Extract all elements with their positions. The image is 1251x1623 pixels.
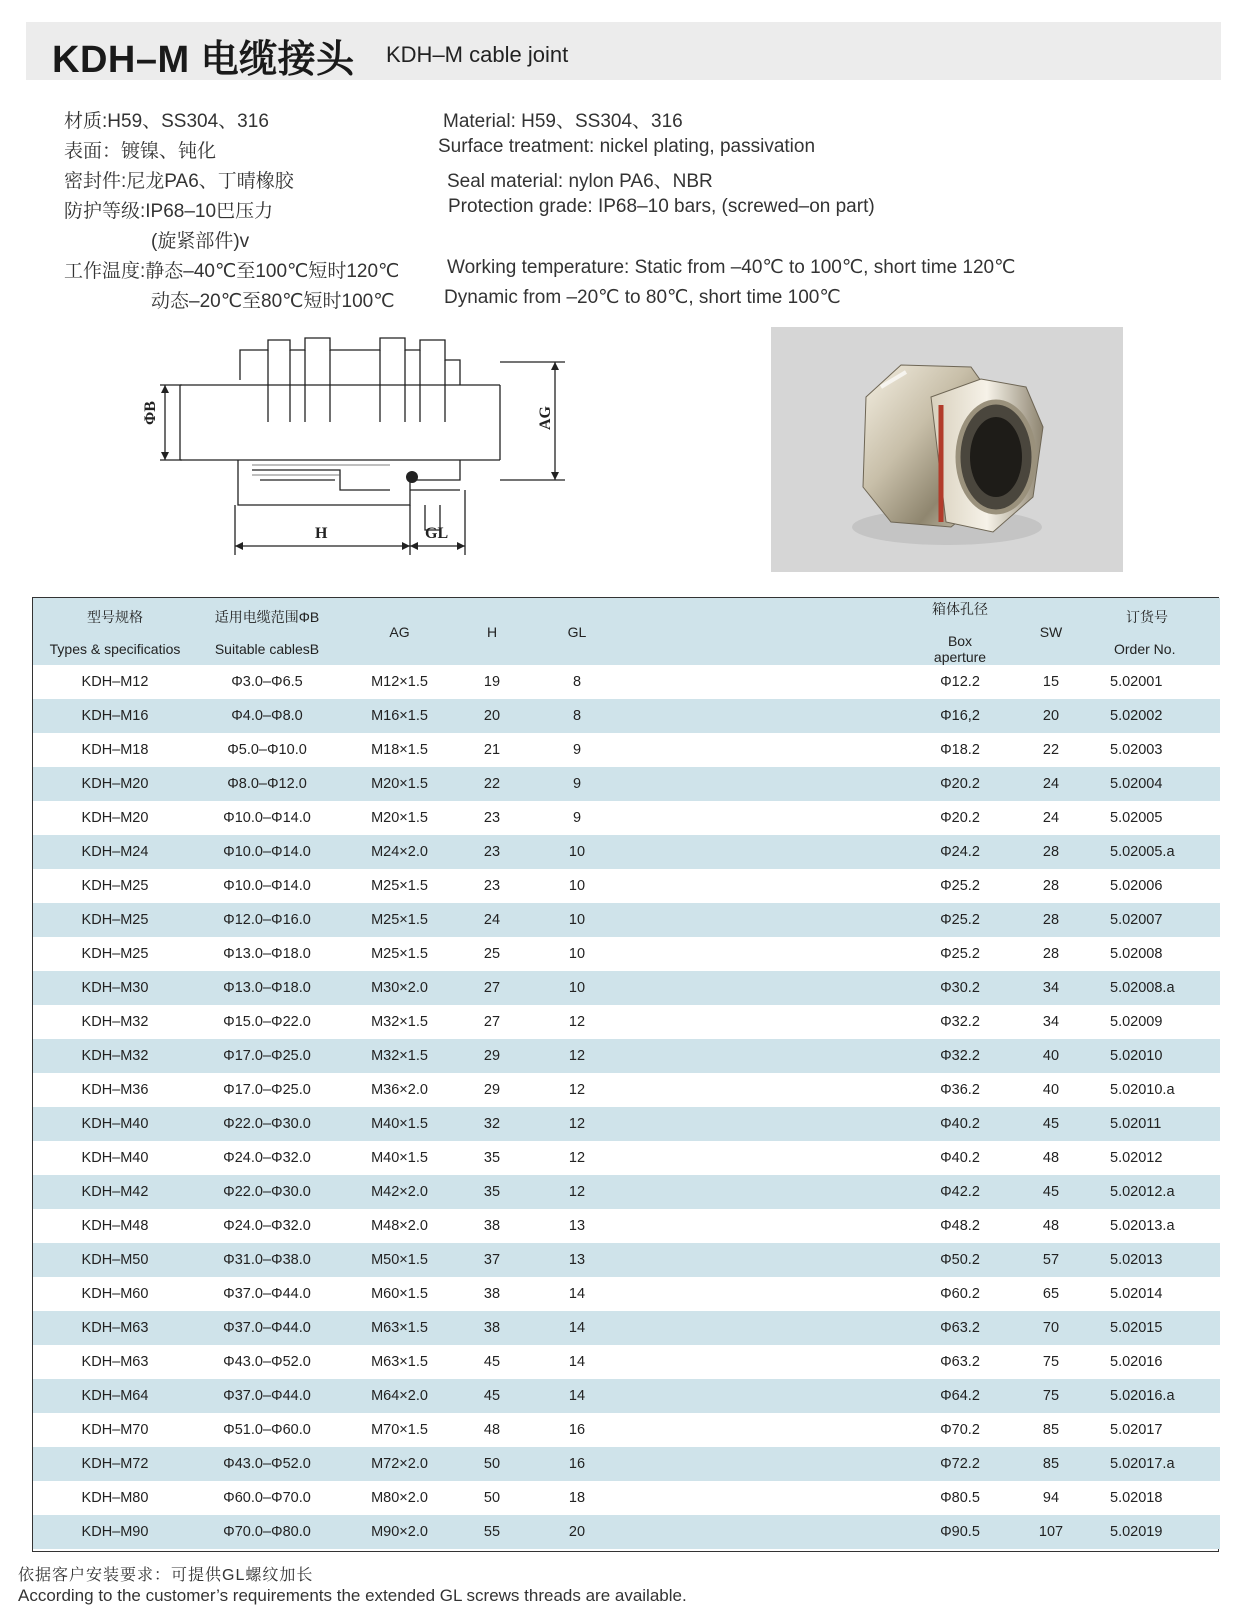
cell-order: 5.02016.a xyxy=(1102,1379,1220,1413)
header-spacer xyxy=(632,598,920,665)
cell-h: 20 xyxy=(462,699,522,733)
cell-box: Φ20.2 xyxy=(920,801,1000,835)
table-row xyxy=(33,1209,1220,1243)
cell-ag: M90×2.0 xyxy=(337,1515,462,1549)
cell-range: Φ24.0–Φ32.0 xyxy=(197,1209,337,1243)
table-row xyxy=(33,1073,1220,1107)
cell-h: 29 xyxy=(462,1073,522,1107)
table-row xyxy=(33,1175,1220,1209)
cell-h: 27 xyxy=(462,971,522,1005)
cell-sw: 107 xyxy=(1000,1515,1102,1549)
table-row xyxy=(33,1277,1220,1311)
cell-spacer xyxy=(632,1039,920,1073)
cell-spacer xyxy=(632,1243,920,1277)
cell-type: KDH–M48 xyxy=(33,1209,197,1243)
cell-ag: M36×2.0 xyxy=(337,1073,462,1107)
spec-temp-en: Working temperature: Static from –40℃ to 100℃, short time 120℃ xyxy=(447,257,1016,278)
table-row xyxy=(33,1141,1220,1175)
header-sw: SW xyxy=(1000,598,1102,665)
cell-gl: 13 xyxy=(522,1209,632,1243)
cell-type: KDH–M12 xyxy=(33,665,197,699)
label-phi-b: ΦB xyxy=(142,401,159,425)
cell-range: Φ10.0–Φ14.0 xyxy=(197,869,337,903)
cell-order: 5.02001 xyxy=(1102,665,1220,699)
cell-type: KDH–M30 xyxy=(33,971,197,1005)
cell-range: Φ13.0–Φ18.0 xyxy=(197,937,337,971)
cell-type: KDH–M63 xyxy=(33,1311,197,1345)
cell-gl: 12 xyxy=(522,1107,632,1141)
cell-range: Φ37.0–Φ44.0 xyxy=(197,1277,337,1311)
cell-gl: 14 xyxy=(522,1345,632,1379)
header-h: H xyxy=(462,598,522,665)
cell-box: Φ70.2 xyxy=(920,1413,1000,1447)
cell-spacer xyxy=(632,1481,920,1515)
cell-type: KDH–M72 xyxy=(33,1447,197,1481)
cell-sw: 28 xyxy=(1000,937,1102,971)
page-title: KDH–M 电缆接头 xyxy=(52,39,355,81)
table-row xyxy=(33,1005,1220,1039)
cell-h: 23 xyxy=(462,835,522,869)
cell-sw: 22 xyxy=(1000,733,1102,767)
cell-spacer xyxy=(632,1311,920,1345)
table-row xyxy=(33,1311,1220,1345)
cell-spacer xyxy=(632,733,920,767)
cell-gl: 9 xyxy=(522,801,632,835)
cell-order: 5.02007 xyxy=(1102,903,1220,937)
cell-range: Φ31.0–Φ38.0 xyxy=(197,1243,337,1277)
spec-protection-cn-cont: (旋紧部件)v xyxy=(151,231,250,252)
cell-ag: M25×1.5 xyxy=(337,937,462,971)
cell-ag: M40×1.5 xyxy=(337,1107,462,1141)
cell-spacer xyxy=(632,1141,920,1175)
table-row xyxy=(33,699,1220,733)
cell-range: Φ15.0–Φ22.0 xyxy=(197,1005,337,1039)
cell-sw: 40 xyxy=(1000,1039,1102,1073)
cell-h: 19 xyxy=(462,665,522,699)
header-order: 订货号 Order No. xyxy=(1102,598,1220,665)
cell-order: 5.02002 xyxy=(1102,699,1220,733)
cell-type: KDH–M20 xyxy=(33,767,197,801)
cell-sw: 45 xyxy=(1000,1175,1102,1209)
cell-spacer xyxy=(632,699,920,733)
cell-type: KDH–M25 xyxy=(33,903,197,937)
cell-type: KDH–M25 xyxy=(33,869,197,903)
cell-box: Φ25.2 xyxy=(920,937,1000,971)
cell-order: 5.02008 xyxy=(1102,937,1220,971)
cell-h: 38 xyxy=(462,1277,522,1311)
cell-ag: M63×1.5 xyxy=(337,1345,462,1379)
cell-spacer xyxy=(632,869,920,903)
cell-range: Φ17.0–Φ25.0 xyxy=(197,1039,337,1073)
cell-ag: M12×1.5 xyxy=(337,665,462,699)
cell-order: 5.02005 xyxy=(1102,801,1220,835)
cell-order: 5.02010 xyxy=(1102,1039,1220,1073)
cell-type: KDH–M40 xyxy=(33,1141,197,1175)
spec-temp-dynamic-cn: 动态–20℃至80℃短时100℃ xyxy=(151,291,395,312)
cell-order: 5.02014 xyxy=(1102,1277,1220,1311)
cell-gl: 12 xyxy=(522,1005,632,1039)
cell-h: 22 xyxy=(462,767,522,801)
cell-range: Φ12.0–Φ16.0 xyxy=(197,903,337,937)
cell-h: 23 xyxy=(462,869,522,903)
cell-type: KDH–M25 xyxy=(33,937,197,971)
cell-h: 32 xyxy=(462,1107,522,1141)
cell-spacer xyxy=(632,1447,920,1481)
table-row xyxy=(33,801,1220,835)
cell-h: 50 xyxy=(462,1447,522,1481)
cell-box: Φ18.2 xyxy=(920,733,1000,767)
cell-order: 5.02008.a xyxy=(1102,971,1220,1005)
cell-h: 24 xyxy=(462,903,522,937)
cell-range: Φ22.0–Φ30.0 xyxy=(197,1107,337,1141)
cell-gl: 10 xyxy=(522,869,632,903)
cell-gl: 12 xyxy=(522,1039,632,1073)
cell-sw: 65 xyxy=(1000,1277,1102,1311)
cell-box: Φ36.2 xyxy=(920,1073,1000,1107)
cell-ag: M25×1.5 xyxy=(337,903,462,937)
cell-gl: 8 xyxy=(522,665,632,699)
table-row xyxy=(33,1413,1220,1447)
cell-order: 5.02005.a xyxy=(1102,835,1220,869)
cell-ag: M72×2.0 xyxy=(337,1447,462,1481)
cell-spacer xyxy=(632,665,920,699)
cell-box: Φ20.2 xyxy=(920,767,1000,801)
cell-sw: 34 xyxy=(1000,971,1102,1005)
cell-box: Φ42.2 xyxy=(920,1175,1000,1209)
table-header-row xyxy=(33,598,1220,665)
table-row xyxy=(33,1515,1220,1549)
cell-ag: M50×1.5 xyxy=(337,1243,462,1277)
cell-range: Φ4.0–Φ8.0 xyxy=(197,699,337,733)
cell-h: 35 xyxy=(462,1141,522,1175)
cell-sw: 85 xyxy=(1000,1413,1102,1447)
cell-type: KDH–M50 xyxy=(33,1243,197,1277)
cell-sw: 24 xyxy=(1000,801,1102,835)
cell-order: 5.02016 xyxy=(1102,1345,1220,1379)
cell-spacer xyxy=(632,767,920,801)
table-row xyxy=(33,1345,1220,1379)
cell-type: KDH–M60 xyxy=(33,1277,197,1311)
cell-ag: M20×1.5 xyxy=(337,767,462,801)
header-gl: GL xyxy=(522,598,632,665)
cell-order: 5.02019 xyxy=(1102,1515,1220,1549)
cell-h: 29 xyxy=(462,1039,522,1073)
cell-gl: 12 xyxy=(522,1175,632,1209)
cell-ag: M20×1.5 xyxy=(337,801,462,835)
cell-sw: 45 xyxy=(1000,1107,1102,1141)
cell-order: 5.02010.a xyxy=(1102,1073,1220,1107)
cell-sw: 94 xyxy=(1000,1481,1102,1515)
cell-box: Φ32.2 xyxy=(920,1005,1000,1039)
cell-type: KDH–M63 xyxy=(33,1345,197,1379)
cell-spacer xyxy=(632,1413,920,1447)
cell-gl: 10 xyxy=(522,971,632,1005)
page-subtitle: KDH–M cable joint xyxy=(386,42,569,67)
table-row xyxy=(33,1243,1220,1277)
cell-range: Φ37.0–Φ44.0 xyxy=(197,1311,337,1345)
cell-type: KDH–M20 xyxy=(33,801,197,835)
cell-order: 5.02018 xyxy=(1102,1481,1220,1515)
cell-spacer xyxy=(632,1073,920,1107)
cell-h: 25 xyxy=(462,937,522,971)
cell-h: 48 xyxy=(462,1413,522,1447)
cell-type: KDH–M90 xyxy=(33,1515,197,1549)
cell-box: Φ80.5 xyxy=(920,1481,1000,1515)
cell-h: 45 xyxy=(462,1345,522,1379)
cell-gl: 20 xyxy=(522,1515,632,1549)
cell-ag: M18×1.5 xyxy=(337,733,462,767)
cell-sw: 40 xyxy=(1000,1073,1102,1107)
cell-ag: M48×2.0 xyxy=(337,1209,462,1243)
cell-gl: 12 xyxy=(522,1141,632,1175)
spec-temp-dynamic-en: Dynamic from –20℃ to 80℃, short time 100℃ xyxy=(444,287,841,308)
cell-ag: M63×1.5 xyxy=(337,1311,462,1345)
cell-gl: 18 xyxy=(522,1481,632,1515)
cell-ag: M60×1.5 xyxy=(337,1277,462,1311)
cell-type: KDH–M18 xyxy=(33,733,197,767)
cell-spacer xyxy=(632,835,920,869)
table-row xyxy=(33,1107,1220,1141)
header-type: 型号规格 Types & specificatios xyxy=(33,598,197,665)
technical-drawing xyxy=(142,330,600,580)
cell-range: Φ17.0–Φ25.0 xyxy=(197,1073,337,1107)
cell-sw: 48 xyxy=(1000,1141,1102,1175)
cell-box: Φ32.2 xyxy=(920,1039,1000,1073)
cell-order: 5.02013 xyxy=(1102,1243,1220,1277)
spec-material-cn: 材质:H59、SS304、316 xyxy=(64,111,269,132)
cell-type: KDH–M42 xyxy=(33,1175,197,1209)
label-h: H xyxy=(315,525,328,542)
cell-h: 55 xyxy=(462,1515,522,1549)
cell-box: Φ60.2 xyxy=(920,1277,1000,1311)
cell-ag: M32×1.5 xyxy=(337,1039,462,1073)
cell-sw: 57 xyxy=(1000,1243,1102,1277)
spec-surface-cn: 表面：镀镍、钝化 xyxy=(64,141,217,162)
cable-gland-image xyxy=(771,327,1123,572)
spec-protection-en: Protection grade: IP68–10 bars, (screwed–on part) xyxy=(448,196,875,217)
cell-type: KDH–M32 xyxy=(33,1039,197,1073)
cell-order: 5.02009 xyxy=(1102,1005,1220,1039)
cell-range: Φ22.0–Φ30.0 xyxy=(197,1175,337,1209)
cell-spacer xyxy=(632,1345,920,1379)
cell-box: Φ50.2 xyxy=(920,1243,1000,1277)
spec-protection-cn: 防护等级:IP68–10巴压力 xyxy=(64,201,274,222)
cell-ag: M16×1.5 xyxy=(337,699,462,733)
cell-gl: 8 xyxy=(522,699,632,733)
cell-range: Φ13.0–Φ18.0 xyxy=(197,971,337,1005)
cell-ag: M42×2.0 xyxy=(337,1175,462,1209)
cell-type: KDH–M36 xyxy=(33,1073,197,1107)
cell-range: Φ10.0–Φ14.0 xyxy=(197,801,337,835)
cell-range: Φ43.0–Φ52.0 xyxy=(197,1345,337,1379)
cell-gl: 16 xyxy=(522,1413,632,1447)
cell-order: 5.02012 xyxy=(1102,1141,1220,1175)
spec-surface-en: Surface treatment: nickel plating, passivation xyxy=(438,136,816,157)
cell-ag: M64×2.0 xyxy=(337,1379,462,1413)
cell-box: Φ24.2 xyxy=(920,835,1000,869)
cell-spacer xyxy=(632,903,920,937)
cell-sw: 15 xyxy=(1000,665,1102,699)
cell-h: 50 xyxy=(462,1481,522,1515)
cell-spacer xyxy=(632,1379,920,1413)
cell-order: 5.02004 xyxy=(1102,767,1220,801)
cell-range: Φ3.0–Φ6.5 xyxy=(197,665,337,699)
cell-ag: M80×2.0 xyxy=(337,1481,462,1515)
cell-spacer xyxy=(632,937,920,971)
cell-sw: 70 xyxy=(1000,1311,1102,1345)
cell-box: Φ63.2 xyxy=(920,1345,1000,1379)
label-ag: AG xyxy=(537,406,554,430)
table-row xyxy=(33,1379,1220,1413)
cell-type: KDH–M16 xyxy=(33,699,197,733)
cell-sw: 85 xyxy=(1000,1447,1102,1481)
cell-box: Φ40.2 xyxy=(920,1141,1000,1175)
cell-order: 5.02011 xyxy=(1102,1107,1220,1141)
table-row xyxy=(33,1447,1220,1481)
table-row xyxy=(33,665,1220,699)
table-row xyxy=(33,733,1220,767)
cell-gl: 14 xyxy=(522,1277,632,1311)
cell-range: Φ51.0–Φ60.0 xyxy=(197,1413,337,1447)
spec-table xyxy=(32,597,1219,1552)
footer-note-cn: 依据客户安装要求：可提供GL螺纹加长 xyxy=(18,1567,314,1584)
cell-sw: 28 xyxy=(1000,903,1102,937)
cell-gl: 10 xyxy=(522,937,632,971)
cell-spacer xyxy=(632,1515,920,1549)
cell-order: 5.02015 xyxy=(1102,1311,1220,1345)
cell-gl: 10 xyxy=(522,903,632,937)
cell-order: 5.02012.a xyxy=(1102,1175,1220,1209)
header-ag: AG xyxy=(337,598,462,665)
cell-box: Φ48.2 xyxy=(920,1209,1000,1243)
cell-gl: 9 xyxy=(522,767,632,801)
cell-h: 35 xyxy=(462,1175,522,1209)
cell-range: Φ60.0–Φ70.0 xyxy=(197,1481,337,1515)
product-photo xyxy=(771,327,1123,572)
cell-order: 5.02017.a xyxy=(1102,1447,1220,1481)
cell-box: Φ12.2 xyxy=(920,665,1000,699)
cell-gl: 16 xyxy=(522,1447,632,1481)
spec-material-en: Material: H59、SS304、316 xyxy=(443,111,683,132)
cell-type: KDH–M80 xyxy=(33,1481,197,1515)
cell-sw: 24 xyxy=(1000,767,1102,801)
cell-box: Φ72.2 xyxy=(920,1447,1000,1481)
cell-ag: M24×2.0 xyxy=(337,835,462,869)
table-row xyxy=(33,835,1220,869)
table-row xyxy=(33,1481,1220,1515)
table-row xyxy=(33,767,1220,801)
cell-box: Φ64.2 xyxy=(920,1379,1000,1413)
cell-type: KDH–M40 xyxy=(33,1107,197,1141)
cell-h: 23 xyxy=(462,801,522,835)
cell-spacer xyxy=(632,801,920,835)
table-row xyxy=(33,1039,1220,1073)
cell-range: Φ37.0–Φ44.0 xyxy=(197,1379,337,1413)
cell-gl: 12 xyxy=(522,1073,632,1107)
cell-spacer xyxy=(632,1209,920,1243)
cell-sw: 28 xyxy=(1000,835,1102,869)
label-gl: GL xyxy=(425,525,449,542)
cell-gl: 14 xyxy=(522,1311,632,1345)
cell-range: Φ43.0–Φ52.0 xyxy=(197,1447,337,1481)
cell-type: KDH–M32 xyxy=(33,1005,197,1039)
cell-range: Φ5.0–Φ10.0 xyxy=(197,733,337,767)
cell-h: 45 xyxy=(462,1379,522,1413)
table-row xyxy=(33,937,1220,971)
cell-box: Φ16,2 xyxy=(920,699,1000,733)
table-row xyxy=(33,971,1220,1005)
header-box: 箱体孔径 Box aperture xyxy=(920,598,1000,665)
cell-box: Φ30.2 xyxy=(920,971,1000,1005)
cell-order: 5.02017 xyxy=(1102,1413,1220,1447)
cell-h: 38 xyxy=(462,1209,522,1243)
cell-ag: M70×1.5 xyxy=(337,1413,462,1447)
cell-range: Φ24.0–Φ32.0 xyxy=(197,1141,337,1175)
cell-gl: 14 xyxy=(522,1379,632,1413)
cell-range: Φ8.0–Φ12.0 xyxy=(197,767,337,801)
cell-order: 5.02013.a xyxy=(1102,1209,1220,1243)
title-bar xyxy=(26,22,1221,80)
cell-order: 5.02003 xyxy=(1102,733,1220,767)
cell-gl: 13 xyxy=(522,1243,632,1277)
cell-sw: 20 xyxy=(1000,699,1102,733)
cell-sw: 75 xyxy=(1000,1379,1102,1413)
cell-h: 37 xyxy=(462,1243,522,1277)
cell-box: Φ90.5 xyxy=(920,1515,1000,1549)
table-row xyxy=(33,869,1220,903)
spec-seal-cn: 密封件:尼龙PA6、丁晴橡胶 xyxy=(64,171,294,192)
cell-spacer xyxy=(632,971,920,1005)
cell-spacer xyxy=(632,1277,920,1311)
cell-h: 21 xyxy=(462,733,522,767)
cell-sw: 28 xyxy=(1000,869,1102,903)
cell-h: 38 xyxy=(462,1311,522,1345)
cell-box: Φ63.2 xyxy=(920,1311,1000,1345)
cell-sw: 75 xyxy=(1000,1345,1102,1379)
cell-spacer xyxy=(632,1175,920,1209)
cell-sw: 48 xyxy=(1000,1209,1102,1243)
cell-range: Φ10.0–Φ14.0 xyxy=(197,835,337,869)
header-range: 适用电缆范围ΦB Suitable cablesB xyxy=(197,598,337,665)
cell-h: 27 xyxy=(462,1005,522,1039)
cell-spacer xyxy=(632,1005,920,1039)
cell-gl: 9 xyxy=(522,733,632,767)
spec-seal-en: Seal material: nylon PA6、NBR xyxy=(447,171,713,192)
cell-type: KDH–M70 xyxy=(33,1413,197,1447)
table-row xyxy=(33,903,1220,937)
cell-order: 5.02006 xyxy=(1102,869,1220,903)
cell-range: Φ70.0–Φ80.0 xyxy=(197,1515,337,1549)
cell-gl: 10 xyxy=(522,835,632,869)
cell-ag: M32×1.5 xyxy=(337,1005,462,1039)
cell-box: Φ25.2 xyxy=(920,869,1000,903)
cell-type: KDH–M24 xyxy=(33,835,197,869)
cell-ag: M30×2.0 xyxy=(337,971,462,1005)
cell-spacer xyxy=(632,1107,920,1141)
spec-temp-cn: 工作温度:静态–40℃至100℃短时120℃ xyxy=(64,261,400,282)
footer-note-en: According to the customer’s requirements the extended GL screws threads are available. xyxy=(18,1586,687,1605)
cell-ag: M25×1.5 xyxy=(337,869,462,903)
cell-type: KDH–M64 xyxy=(33,1379,197,1413)
cell-box: Φ40.2 xyxy=(920,1107,1000,1141)
cell-sw: 34 xyxy=(1000,1005,1102,1039)
cell-box: Φ25.2 xyxy=(920,903,1000,937)
cell-ag: M40×1.5 xyxy=(337,1141,462,1175)
